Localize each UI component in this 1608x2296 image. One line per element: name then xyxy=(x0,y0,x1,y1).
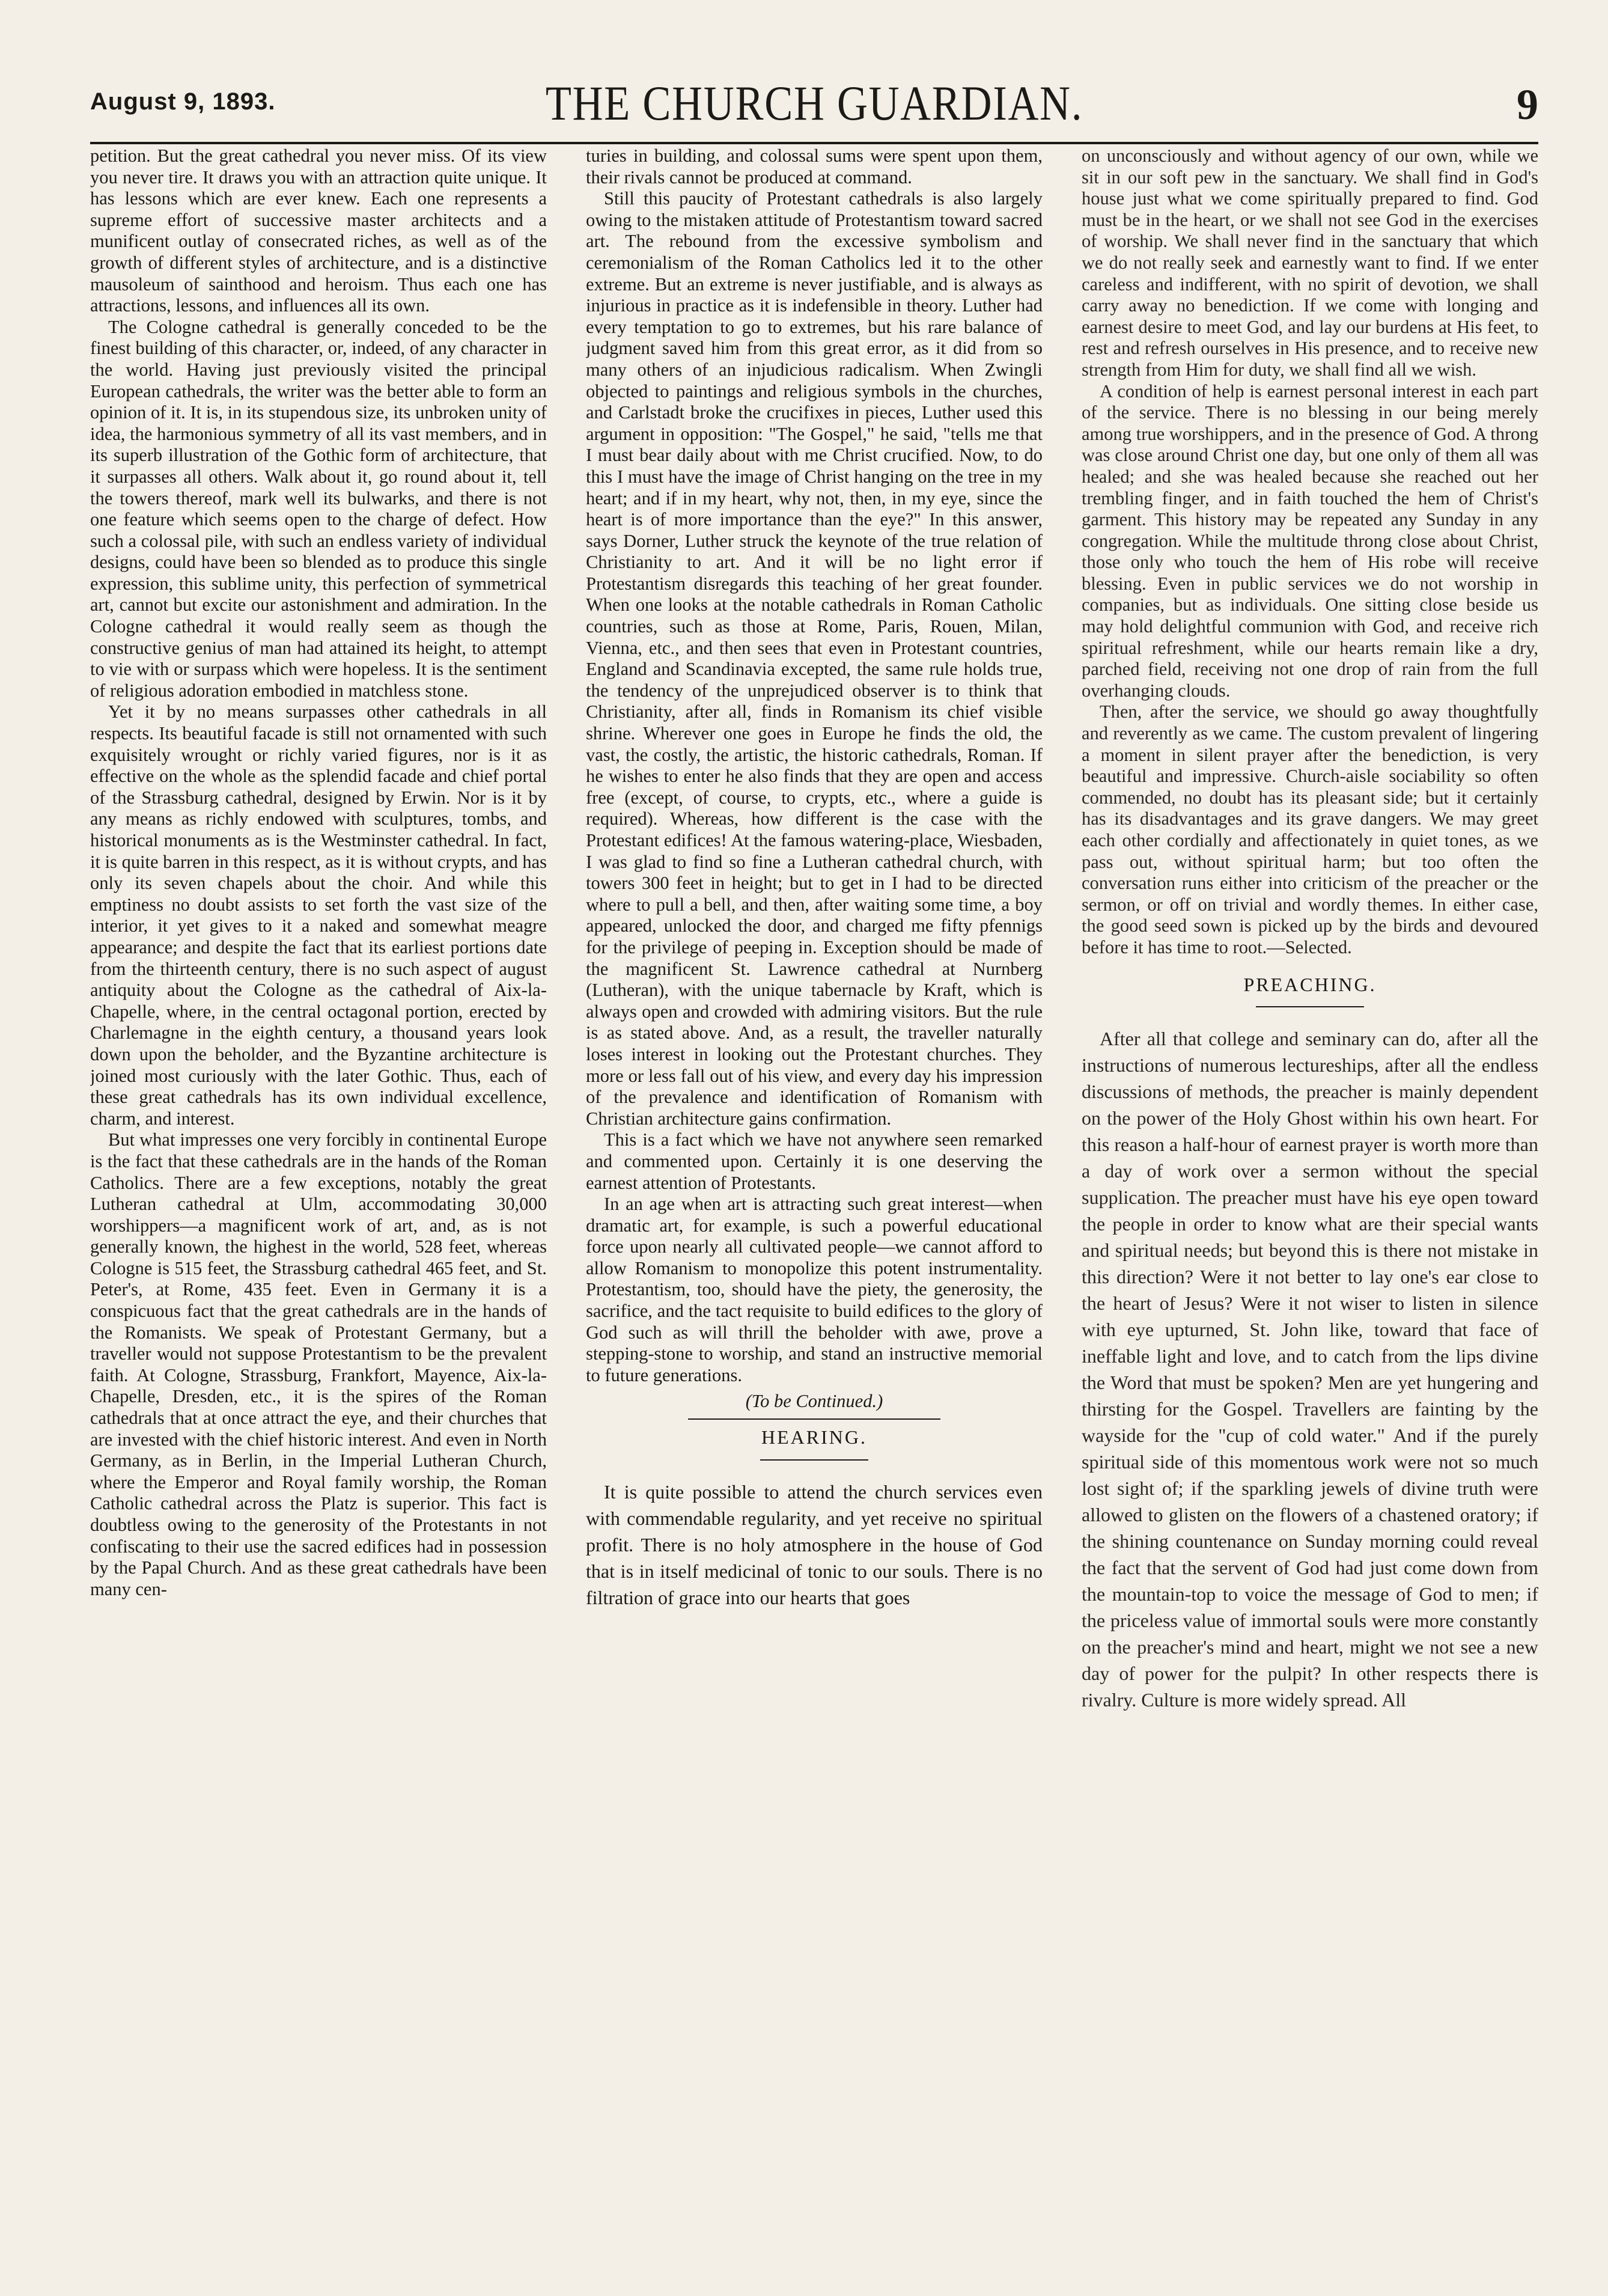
column-1 xyxy=(90,145,547,2285)
masthead xyxy=(90,75,1538,142)
paragraph: on unconsciously and without agency of our own, while we sit in our soft pew in the sanctuary. We shall find in God's house just what we come spiritually prepared to find. God must be in the heart, or we shall not see God in the exercises of worship. We shall never find in the sanctuary that which we do not really seek and earnestly want to find. If we enter careless and indifferent, with no spirit of devotion, we shall carry away no benediction. If we come with longing and earnest desire to meet God, and lay our burdens at His feet, to rest and refresh ourselves in His presence, and to receive new strength from Him for duty, we shall find all we wish. xyxy=(1082,145,1538,380)
paragraph: turies in building, and colossal sums were spent upon them, their rivals cannot be produced at command. xyxy=(586,145,1043,188)
hearing-paragraph: It is quite possible to attend the church services even with commendable regularity, and yet receive no spiritual profit. There is no holy atmosphere in the house of God that is in itself medicinal of tonic to our souls. There is no filtration of grace into our hearts that goes xyxy=(586,1480,1043,1608)
newspaper-title: THE CHURCH GUARDIAN. xyxy=(545,76,1083,130)
continued-note: (To be Continued.) xyxy=(745,1391,883,1412)
paragraph: petition. But the great cathedral you never miss. Of its view you never tire. It draws you with an attraction quite unique. It has lessons which are ever knew. Each one represents a supreme effort of successive master architects and a munificent outlay of consecrated riches, as well as of the growth of different styles of architecture, and is a distinctive mausoleum of sainthood and heroism. Thus each one has attractions, lessons, and influences all its own. xyxy=(90,145,547,316)
paragraph: Yet it by no means surpasses other cathedrals in all respects. Its beautiful facade is still not ornamented with such exquisitely wrought or richly varied figures, nor is it as effective on the whole as the splendid facade and chief portal of the Strassburg cathedral, designed by Erwin. Nor is it by any means as richly endowed with sculptures, tombs, and historical monuments as is the Westminster cathedral. In fact, it is quite barren in this respect, as it is without crypts, and has only its seven chapels about the choir. And while this emptiness no doubt assists to set forth the vast size of the interior, it yet gives to it a naked and somewhat meagre appearance; and despite the fact that its earliest portions date from the thirteenth century, there is no such aspect of august antiquity about the Cologne as the cathedral of Aix-la-Chapelle, where, in the central octagonal portion, erected by Charlemagne in the eighth century, a thousand years look down upon the beholder, and the Byzantine architecture is joined most curiously with the later Gothic. Thus, each of these great cathedrals has its own individual excellence, charm, and interest. xyxy=(90,701,547,1129)
paragraph: Then, after the service, we should go away thoughtfully and reverently as we came. The custom prevalent of lingering a moment in silent prayer after the benediction, is very beautiful and impressive. Church-aisle sociability so often commended, no doubt has its pleasant side; but it certainly has its disadvantages and its grave dangers. We may greet each other cordially and affectionately in quiet tones, as we pass out, without spiritual harm; but too often the conversation runs either into criticism of the preacher or the sermon, or off on trivial and wordly themes. In either case, the good seed sown is picked up by the birds and devoured before it has time to root.—Selected. xyxy=(1082,701,1538,957)
heading-underline xyxy=(1256,1006,1364,1007)
paragraph: Still this paucity of Protestant cathedrals is also largely owing to the mistaken attitude of Protestantism toward sacred art. The rebound from the excessive symbolism and ceremonialism of the Roman Catholics led it to the other extreme. But an extreme is never justifiable, and is always as injurious in practice as it is indefensible in theory. Luther had every temptation to go to extremes, but his rare balance of judgment saved him from this great error, as it did from so many others of an injudicious radicalism. When Zwingli objected to paintings and religious symbols in the churches, and Carlstadt broke the crucifixes in pieces, Luther used this argument in opposition: "The Gospel," he said, "tells me that I must bear daily about with me Christ crucified. Now, to do this I must have the image of Christ hanging on the tree in my heart; and if in my heart, why not, then, in my eye, since the heart is of more importance than the eye?" In this answer, says Dorner, Luther struck the keynote of the true relation of Christianity to art. And it will be no light error if Protestantism disregards this teaching of her great founder. When one looks at the notable cathedrals in Roman Catholic countries, such as those at Rome, Paris, Rouen, Milan, Vienna, etc., and then sees that even in Protestant countries, England and Scandinavia excepted, the same rule holds true, the tendency of the unprejudiced observer is to think that Christianity, after all, finds in Romanism its chief visible shrine. Wherever one goes in Europe he finds the old, the vast, the costly, the artistic, the historic cathedrals, Roman. If he wishes to enter he also finds that they are open and access free (except, of course, to crypts, etc., where a guide is required). Whereas, how different is the case with the Protestant edifices! At the famous watering-place, Wiesbaden, I was glad to find so fine a Lutheran cathedral church, with towers 300 feet in height; but to get in I had to be directed where to pull a bell, and then, after waiting some time, a boy appeared, unlocked the door, and charged me fifty pfennigs for the privilege of peeping in. Exception should be made of the magnificent St. Lawrence cathedral at Nurnberg (Lutheran), with the unique tabernacle by Kraft, which is always open and crowded with admiring visitors. But the rule is as stated above. And, as a result, the traveller naturally loses interest in looking out the Protestant churches. They more or less fall out of his view, and every day his impression of the prevalence and identification of Romanism with Christian architecture gains confirmation. xyxy=(586,188,1043,1129)
preaching-paragraph: After all that college and seminary can do, after all the instructions of numerous lectureships, after all the endless discussions of methods, the preacher is mainly dependent on the power of the Holy Ghost within his own heart. For this reason a half-hour of earnest prayer is worth more than a day of work over a sermon without the special supplication. The preacher must have his eye open toward the people in order to know what are their special wants and spiritual needs; but beyond this is there not mistake in this direction? Were it not better to lay one's ear close to the heart of Jesus? Were it not wiser to listen in silence with eye upturned, St. John like, toward that face of ineffable light and love, and to catch from the lips divine the Word that must be spoken? Men are yet hungering and thirsting for the Gospel. Travellers are fainting by the wayside for the "cup of cold water." And if the purely spiritual side of this momentous work were not so much lost sight of; if the sparkling jewels of divine truth were allowed to glisten on the flowers of a chastened oratory; if the shining countenance on Sunday morning could reveal the fact that the servent of God had just come down from the mountain-top to voice the message of God to men; if the priceless value of immortal souls were more constantly on the preacher's mind and heart, might we not see a new day of power for the pulpit? In other respects there is rivalry. Culture is more widely spread. All xyxy=(1082,1028,1538,1711)
issue-date: August 9, 1893. xyxy=(90,88,276,115)
preaching-heading: PREACHING. xyxy=(1243,973,1377,995)
page-number: 9 xyxy=(1517,81,1538,129)
section-divider xyxy=(688,1418,940,1420)
paragraph: The Cologne cathedral is generally conceded to be the finest building of this character, or, indeed, of any character in the world. Having just previously visited the principal European cathedrals, the writer was the better able to form an opinion of it. It is, in its stupendous size, its unbroken unity of idea, the harmonious symmetry of all its vast members, and in its superb illustration of the Gothic form of architecture, that it surpasses all others. Walk about it, go round about it, tell the towers thereof, mark well its bulwarks, and there is not one feature which seems open to the charge of defect. How such a colossal pile, with such an endless variety of individual designs, could have been so blended as to produce this single expression, this sublime unity, this perfection of symmetrical art, cannot but excite our astonishment and admiration. In the Cologne cathedral it would really seem as though the constructive genius of man had attained its height, to attempt to vie with or surpass which were hopeless. It is the sentiment of religious adoration embodied in matchless stone. xyxy=(90,316,547,701)
paragraph: In an age when art is attracting such great interest—when dramatic art, for example, is such a powerful educational force upon nearly all cultivated people—we cannot afford to allow Romanism to monopolize this potent instrumentality. Protestantism, too, should have the piety, the generosity, the sacrifice, and the tact requisite to build edifices to the glory of God such as will thrill the beholder with awe, prove a stepping-stone to worship, and stand an instructive memorial to future generations. xyxy=(586,1194,1043,1385)
paragraph: This is a fact which we have not anywhere seen remarked and commented upon. Certainly it is one deserving the earnest attention of Protestants. xyxy=(586,1129,1043,1193)
column-2 xyxy=(586,145,1043,2285)
masthead-rule xyxy=(90,142,1538,144)
heading-underline xyxy=(760,1459,868,1461)
hearing-heading: HEARING. xyxy=(761,1426,867,1449)
paragraph: But what impresses one very forcibly in continental Europe is the fact that these cathedrals are in the hands of the Roman Catholics. There are a few exceptions, notably the great Lutheran cathedral at Ulm, accommodating 30,000 worshippers—a magnificent work of art, and, as is not generally known, the highest in the world, 528 feet, whereas Cologne is 515 feet, the Strassburg cathedral 465 feet, and St. Peter's, at Rome, 435 feet. Even in Germany it is a conspicuous fact that the great cathedrals are in the hands of the Romanists. We speak of Protestant Germany, but a traveller would not suppose Protestantism to be the prevalent faith. At Cologne, Strassburg, Frankfort, Mayence, Aix-la-Chapelle, Dresden, etc., it is the spires of the Roman cathedrals that at once attract the eye, and their churches that are invested with the chief historic interest. And even in North Germany, as in Berlin, in the Imperial Lutheran Church, where the Emperor and Royal family worship, the Roman Catholic cathedral across the Platz is superior. This fact is doubtless owing to the generosity of the Protestants in not confiscating to their use the sacred edifices had in possession by the Papal Church. And as these great cathedrals have been many cen- xyxy=(90,1129,547,1599)
column-3 xyxy=(1082,145,1538,2285)
paragraph: A condition of help is earnest personal interest in each part of the service. There is no blessing in our being merely among true worshippers, and in the presence of God. A throng was close around Christ one day, but one only of them all was healed; and she was healed because she reached out her trembling finger, and in faith touched the hem of Christ's garment. This history may be repeated any Sunday in any congregation. While the multitude throng close about Christ, those only who touch the hem of His robe will receive blessing. Even in public services we do not worship in companies, but as individuals. One sitting close beside us may hold delightful communion with God, and receive rich spiritual refreshment, while our hearts remain like a dry, parched field, receiving not one drop of rain from the full overhanging clouds. xyxy=(1082,380,1538,701)
